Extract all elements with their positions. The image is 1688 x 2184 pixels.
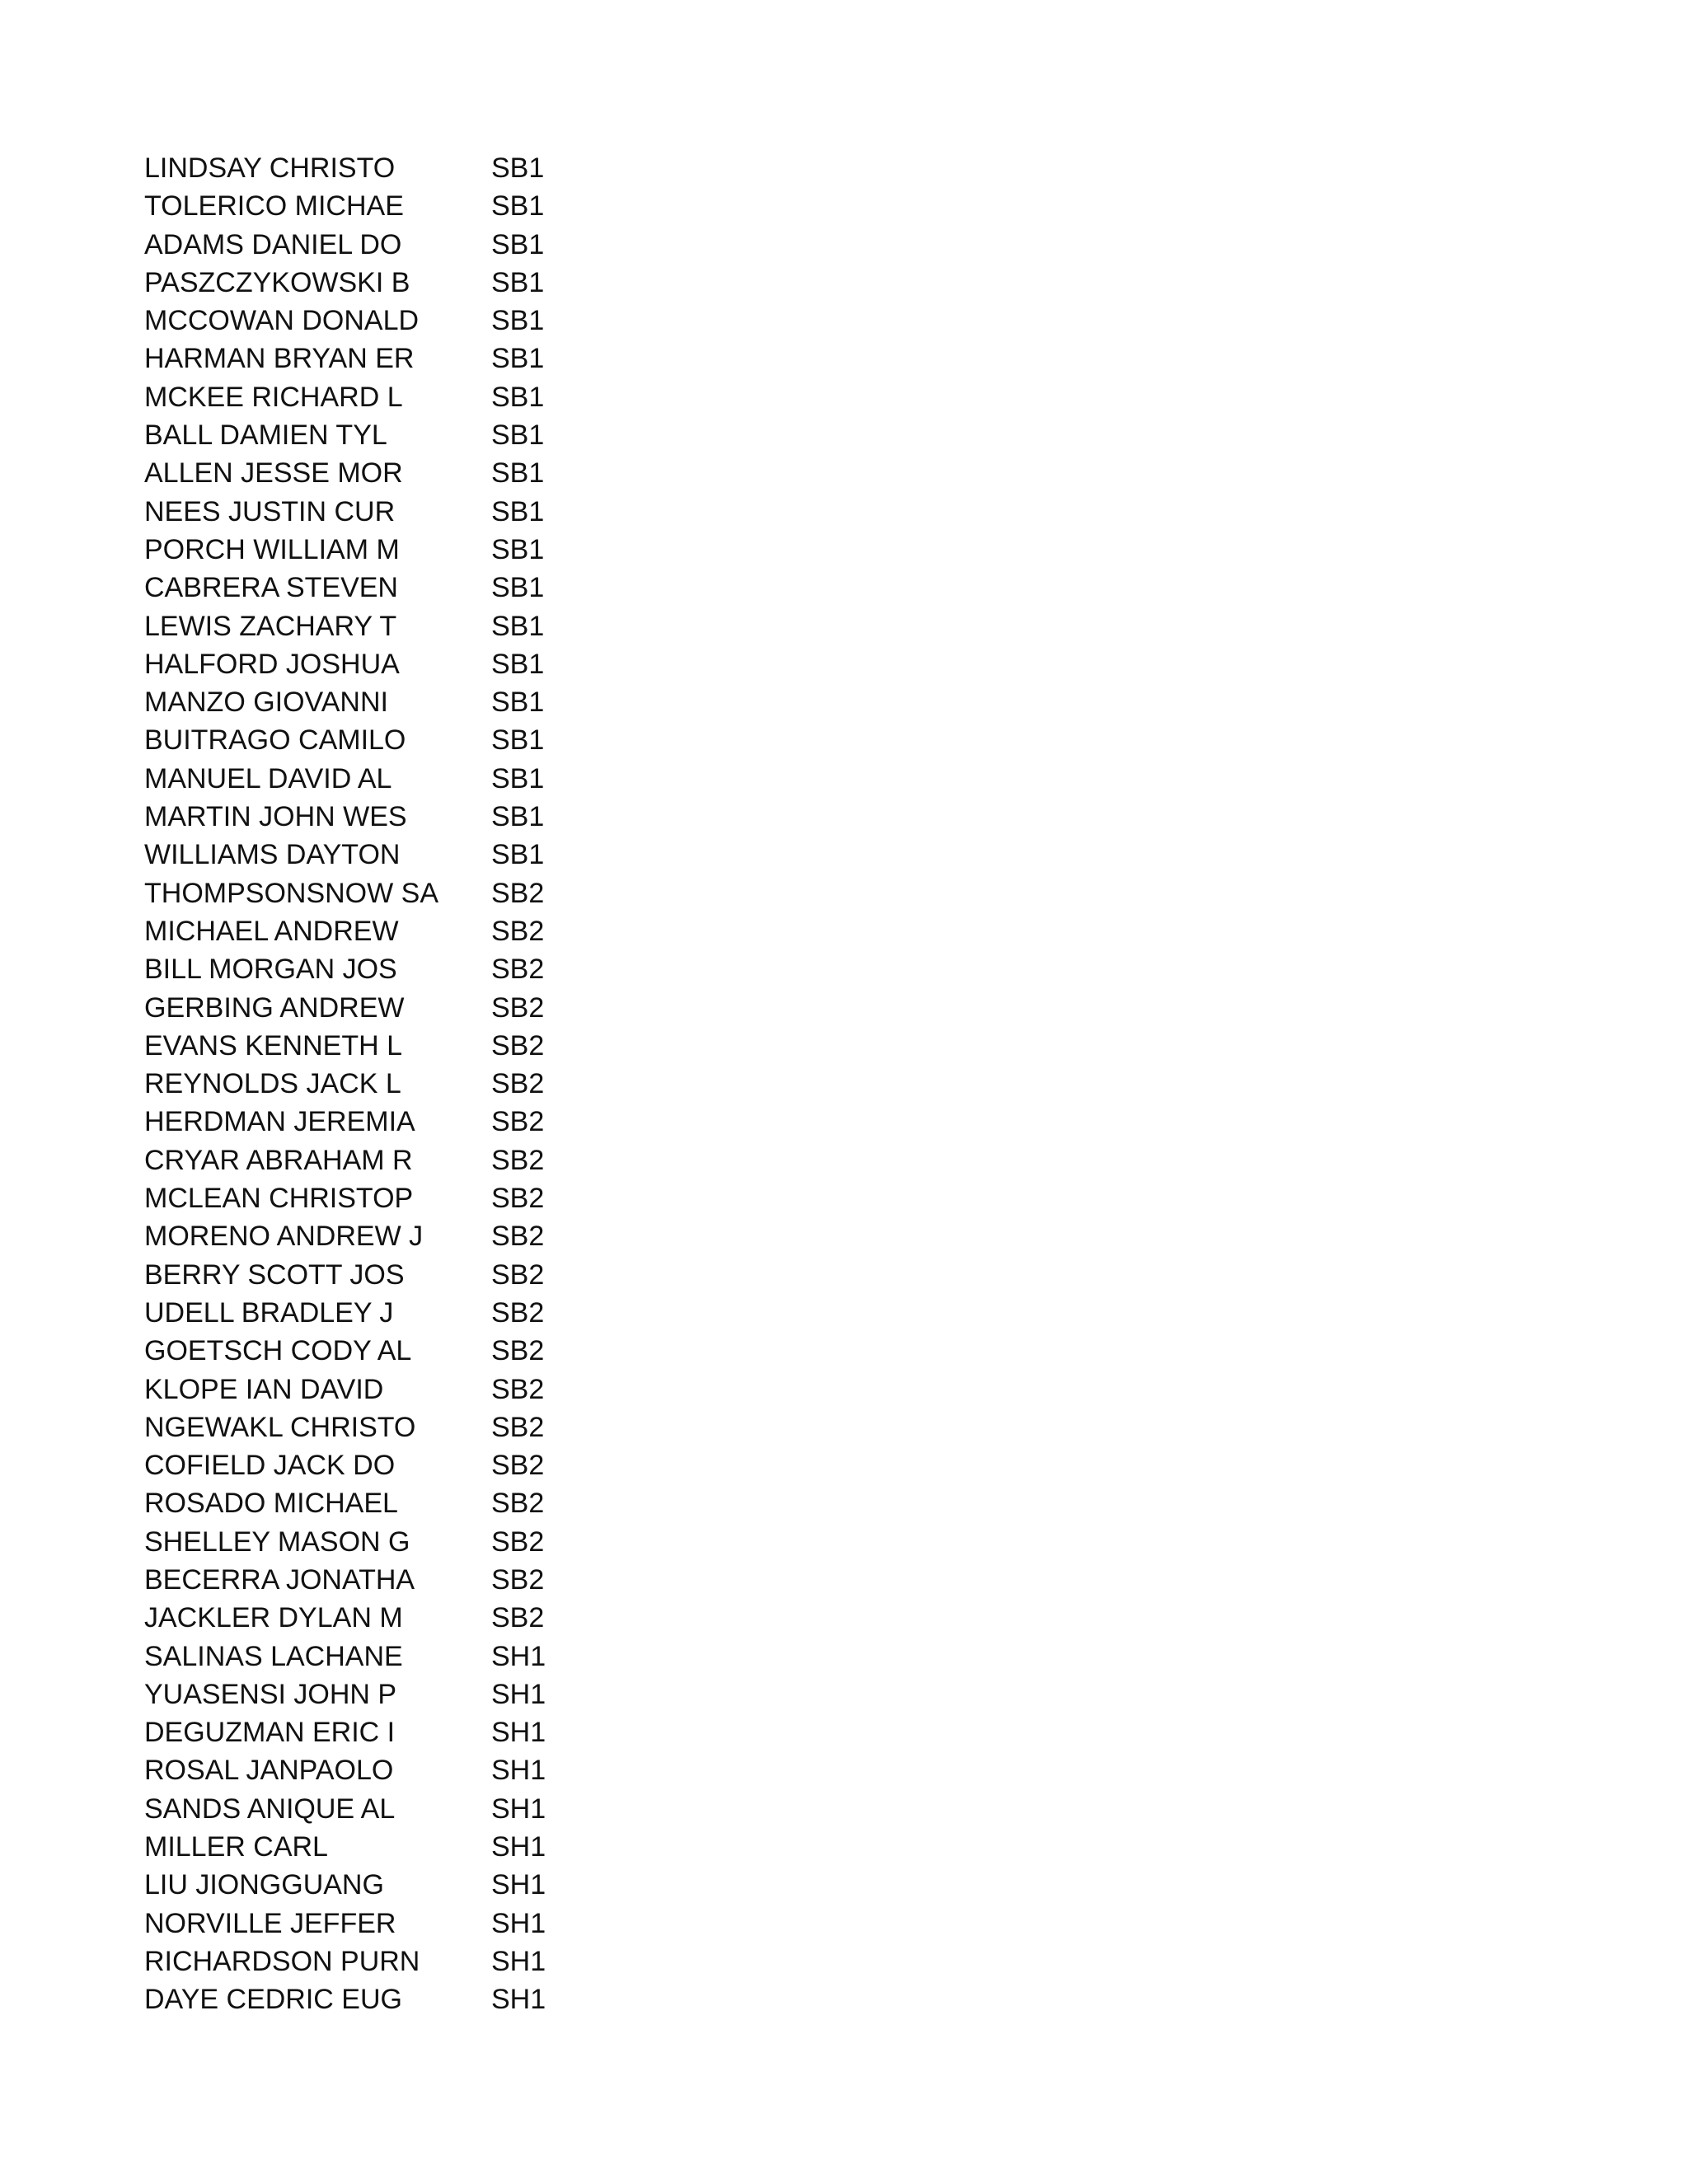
person-name: WILLIAMS DAYTON xyxy=(144,839,401,871)
list-item xyxy=(144,1103,639,1141)
unit-code: SB2 xyxy=(491,1183,545,1215)
person-name: SALINAS LACHANE xyxy=(144,1640,403,1672)
unit-code: SH1 xyxy=(491,1717,546,1749)
unit-code: SH1 xyxy=(491,1755,546,1787)
unit-code: SB1 xyxy=(491,457,545,490)
person-name: TOLERICO MICHAE xyxy=(144,190,404,223)
list-item xyxy=(144,989,639,1027)
unit-code: SB2 xyxy=(491,1335,545,1367)
list-item xyxy=(144,264,639,302)
person-name: ROSADO MICHAEL xyxy=(144,1488,398,1520)
list-item xyxy=(144,1905,639,1943)
person-name: ALLEN JESSE MOR xyxy=(144,457,403,490)
list-item xyxy=(144,1943,639,1980)
person-name: COFIELD JACK DO xyxy=(144,1450,396,1482)
person-name: HARMAN BRYAN ER xyxy=(144,343,415,375)
unit-code: SB1 xyxy=(491,305,545,337)
list-item xyxy=(144,912,639,950)
unit-code: SB1 xyxy=(491,533,545,565)
list-item xyxy=(144,1217,639,1255)
unit-code: SB1 xyxy=(491,687,545,719)
list-item xyxy=(144,1446,639,1484)
person-name: YUASENSI JOHN P xyxy=(144,1678,397,1710)
unit-code: SB1 xyxy=(491,801,545,833)
unit-code: SB2 xyxy=(491,915,545,947)
unit-code: SB2 xyxy=(491,1106,545,1138)
list-item xyxy=(144,149,639,187)
person-name: ROSAL JANPAOLO xyxy=(144,1755,394,1787)
list-item xyxy=(144,1256,639,1294)
unit-code: SB1 xyxy=(491,381,545,413)
person-name: PORCH WILLIAM M xyxy=(144,533,400,565)
list-item xyxy=(144,1065,639,1103)
list-item xyxy=(144,340,639,377)
list-item xyxy=(144,1179,639,1217)
unit-code: SB2 xyxy=(491,1144,545,1176)
list-item xyxy=(144,950,639,988)
list-item xyxy=(144,302,639,340)
list-item xyxy=(144,836,639,874)
person-name: BALL DAMIEN TYL xyxy=(144,419,387,452)
list-item xyxy=(144,1371,639,1408)
list-item xyxy=(144,721,639,759)
unit-code: SB1 xyxy=(491,572,545,604)
unit-code: SB2 xyxy=(491,1488,545,1520)
list-item xyxy=(144,378,639,416)
unit-code: SB2 xyxy=(491,1563,545,1596)
person-name: REYNOLDS JACK L xyxy=(144,1068,401,1100)
unit-code: SB2 xyxy=(491,1068,545,1100)
list-item xyxy=(144,1980,639,2018)
unit-code: SB2 xyxy=(491,1526,545,1558)
person-name: EVANS KENNETH L xyxy=(144,1029,403,1062)
unit-code: SB1 xyxy=(491,495,545,527)
list-item xyxy=(144,1484,639,1522)
list-item xyxy=(144,187,639,225)
unit-code: SB2 xyxy=(491,1411,545,1443)
person-name: NGEWAKL CHRISTO xyxy=(144,1411,416,1443)
list-item xyxy=(144,1561,639,1599)
person-name: ADAMS DANIEL DO xyxy=(144,228,402,260)
unit-code: SH1 xyxy=(491,1678,546,1710)
list-item xyxy=(144,1027,639,1065)
unit-code: SB2 xyxy=(491,1602,545,1634)
unit-code: SB1 xyxy=(491,419,545,452)
person-name: MILLER CARL xyxy=(144,1831,328,1863)
person-name: MICHAEL ANDREW xyxy=(144,915,399,947)
list-item xyxy=(144,645,639,683)
person-name: NEES JUSTIN CUR xyxy=(144,495,396,527)
unit-code: SB2 xyxy=(491,1258,545,1291)
unit-code: SB1 xyxy=(491,839,545,871)
person-name: PASZCZYKOWSKI B xyxy=(144,266,410,298)
person-name: JACKLER DYLAN M xyxy=(144,1602,403,1634)
list-item xyxy=(144,569,639,607)
person-name: LIU JIONGGUANG xyxy=(144,1869,384,1901)
unit-code: SH1 xyxy=(491,1907,546,1939)
list-item xyxy=(144,531,639,569)
unit-code: SB1 xyxy=(491,228,545,260)
unit-code: SB2 xyxy=(491,954,545,986)
list-item xyxy=(144,454,639,492)
list-item xyxy=(144,1523,639,1561)
unit-code: SH1 xyxy=(491,1869,546,1901)
unit-code: SB1 xyxy=(491,724,545,757)
list-item xyxy=(144,1638,639,1675)
unit-code: SB2 xyxy=(491,877,545,909)
person-name: MANUEL DAVID AL xyxy=(144,762,392,794)
list-item xyxy=(144,226,639,264)
unit-code: SB2 xyxy=(491,1450,545,1482)
person-name: THOMPSONSNOW SA xyxy=(144,877,439,909)
unit-code: SB1 xyxy=(491,190,545,223)
unit-code: SB1 xyxy=(491,266,545,298)
unit-code: SB2 xyxy=(491,991,545,1024)
unit-code: SB2 xyxy=(491,1296,545,1329)
unit-code: SH1 xyxy=(491,1945,546,1977)
roster-list xyxy=(144,149,639,2019)
list-item xyxy=(144,1675,639,1713)
list-item xyxy=(144,874,639,912)
person-name: MARTIN JOHN WES xyxy=(144,801,407,833)
list-item xyxy=(144,1599,639,1637)
list-item xyxy=(144,493,639,531)
person-name: HERDMAN JEREMIA xyxy=(144,1106,415,1138)
person-name: BILL MORGAN JOS xyxy=(144,954,397,986)
list-item xyxy=(144,798,639,836)
person-name: GOETSCH CODY AL xyxy=(144,1335,412,1367)
list-item xyxy=(144,1294,639,1332)
unit-code: SB1 xyxy=(491,610,545,642)
unit-code: SH1 xyxy=(491,1984,546,2016)
list-item xyxy=(144,607,639,645)
person-name: UDELL BRADLEY J xyxy=(144,1296,394,1329)
list-item xyxy=(144,1141,639,1179)
list-item xyxy=(144,1332,639,1370)
list-item xyxy=(144,683,639,721)
unit-code: SB2 xyxy=(491,1221,545,1253)
person-name: LINDSAY CHRISTO xyxy=(144,152,396,184)
person-name: CABRERA STEVEN xyxy=(144,572,398,604)
list-item xyxy=(144,1713,639,1751)
unit-code: SB2 xyxy=(491,1373,545,1405)
unit-code: SB1 xyxy=(491,762,545,794)
person-name: SANDS ANIQUE AL xyxy=(144,1793,396,1825)
person-name: DEGUZMAN ERIC I xyxy=(144,1717,396,1749)
person-name: MCKEE RICHARD L xyxy=(144,381,403,413)
unit-code: SH1 xyxy=(491,1793,546,1825)
list-item xyxy=(144,416,639,454)
person-name: LEWIS ZACHARY T xyxy=(144,610,397,642)
person-name: MANZO GIOVANNI xyxy=(144,687,388,719)
person-name: BECERRA JONATHA xyxy=(144,1563,415,1596)
unit-code: SH1 xyxy=(491,1831,546,1863)
list-item xyxy=(144,1751,639,1789)
person-name: BUITRAGO CAMILO xyxy=(144,724,406,757)
person-name: HALFORD JOSHUA xyxy=(144,648,400,680)
person-name: RICHARDSON PURN xyxy=(144,1945,420,1977)
person-name: CRYAR ABRAHAM R xyxy=(144,1144,413,1176)
unit-code: SB1 xyxy=(491,343,545,375)
unit-code: SB1 xyxy=(491,152,545,184)
unit-code: SB2 xyxy=(491,1029,545,1062)
list-item xyxy=(144,1828,639,1866)
list-item xyxy=(144,760,639,798)
list-item xyxy=(144,1790,639,1828)
unit-code: SB1 xyxy=(491,648,545,680)
person-name: NORVILLE JEFFER xyxy=(144,1907,396,1939)
unit-code: SH1 xyxy=(491,1640,546,1672)
person-name: GERBING ANDREW xyxy=(144,991,405,1024)
person-name: MCCOWAN DONALD xyxy=(144,305,420,337)
person-name: SHELLEY MASON G xyxy=(144,1526,410,1558)
person-name: KLOPE IAN DAVID xyxy=(144,1373,384,1405)
person-name: MCLEAN CHRISTOP xyxy=(144,1183,414,1215)
person-name: BERRY SCOTT JOS xyxy=(144,1258,405,1291)
list-item xyxy=(144,1866,639,1904)
person-name: MORENO ANDREW J xyxy=(144,1221,424,1253)
list-item xyxy=(144,1408,639,1446)
person-name: DAYE CEDRIC EUG xyxy=(144,1984,402,2016)
